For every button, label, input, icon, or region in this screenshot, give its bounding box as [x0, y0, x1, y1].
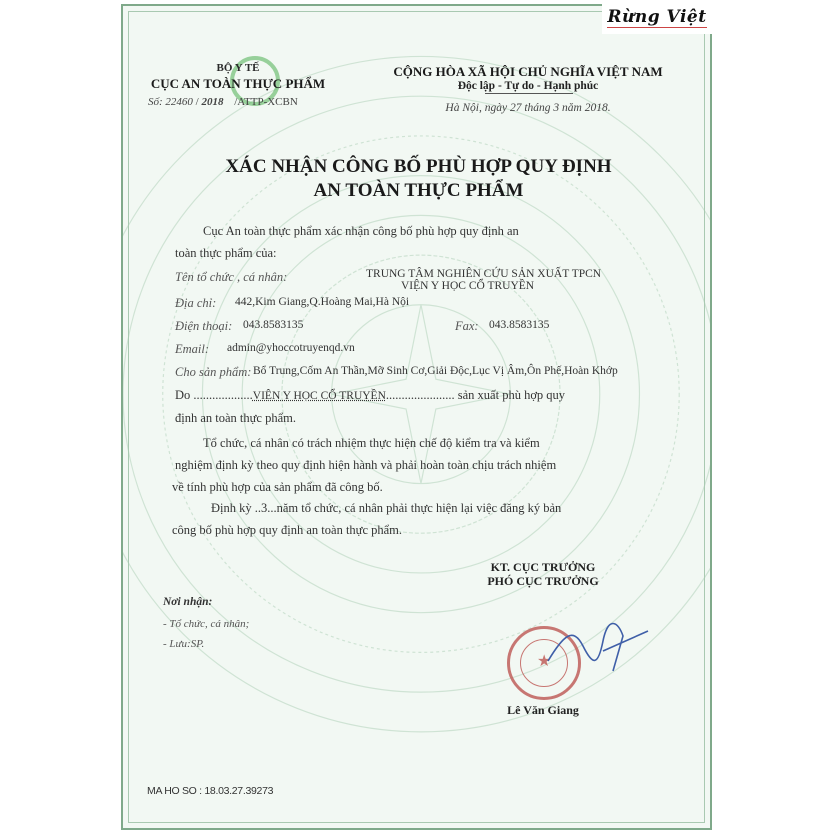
document-title-line1: XÁC NHẬN CÔNG BỐ PHÙ HỢP QUY ĐỊNH	[225, 156, 612, 177]
org-value-line2: VIỆN Y HỌC CỔ TRUYỀN	[401, 280, 535, 292]
agency-name: CỤC AN TOÀN THỰC PHẨM	[150, 76, 326, 91]
document-title-line2: AN TOÀN THỰC PHẨM	[313, 180, 524, 201]
periodic-line2: công bố phù hợp quy định an toàn thực phẩm.	[172, 523, 403, 537]
email-value: admin@yhoccotruyenqd.vn	[227, 342, 355, 354]
watermark-logo	[602, 0, 712, 34]
fax-label: Fax:	[455, 319, 479, 333]
producer-line: Do ...................VIỆN Y HỌC CỔ TRUYỀN...................... sản xuất phù hợp quy	[175, 388, 566, 402]
watermark-text: Rừng Việt	[607, 6, 707, 27]
issue-date: Hà Nội, ngày 27 tháng 3 năm 2018.	[445, 102, 611, 114]
certificate-document	[121, 4, 712, 830]
responsibility-line2: nghiệm định kỳ theo quy định hiện hành và phải hoàn toàn chịu trách nhiệm	[175, 458, 557, 472]
seal-star-icon: ★	[537, 653, 552, 670]
producer-value: VIỆN Y HỌC CỔ TRUYỀN	[252, 390, 386, 402]
periodic-line1: Định kỳ ..3...năm tổ chức, cá nhân phải thực hiện lại việc đăng ký bản	[211, 501, 562, 515]
national-motto: Độc lập - Tự do - Hạnh phúc	[457, 80, 599, 92]
responsibility-line1: Tổ chức, cá nhân có trách nhiệm thực hiện chế độ kiểm tra và kiểm	[203, 436, 540, 450]
signer-title1: KT. CỤC TRƯỞNG	[490, 560, 596, 574]
phone-label: Điện thoại:	[175, 319, 233, 333]
document-number: Số: 22460 / 2018 /ATTP-XCBN	[148, 96, 298, 108]
org-value-line1: TRUNG TÂM NGHIÊN CỨU SẢN XUẤT TPCN	[366, 268, 602, 280]
recipient-item: - Tổ chức, cá nhân;	[163, 618, 250, 630]
recipient-item: - Lưu:SP.	[163, 638, 205, 650]
address-value: 442,Kim Giang,Q.Hoàng Mai,Hà Nội	[235, 296, 410, 308]
phone-value: 043.8583135	[243, 319, 304, 331]
ministry-name: BỘ Y TẾ	[216, 62, 260, 74]
product-label: Cho sản phẩm:	[175, 365, 252, 379]
intro-line1: Cục An toàn thực phẩm xác nhận công bố phù hợp quy định an	[203, 224, 519, 238]
product-value: Bổ Trung,Cốm An Thần,Mỡ Sinh Cơ,Giải Độc,Lục Vị Âm,Ôn Phế,Hoàn Khớp	[253, 365, 618, 377]
signature-icon	[543, 616, 653, 676]
email-label: Email:	[175, 342, 210, 356]
org-label: Tên tổ chức , cá nhân:	[175, 270, 288, 284]
address-label: Địa chỉ:	[175, 296, 217, 310]
nation-name: CỘNG HÒA XÃ HỘI CHỦ NGHĨA VIỆT NAM	[393, 64, 663, 79]
signer-title2: PHÓ CỤC TRƯỞNG	[487, 574, 599, 588]
motto-underline	[485, 93, 573, 94]
file-code: MA HO SO : 18.03.27.39273	[147, 785, 274, 797]
signer-name: Lê Văn Giang	[507, 703, 579, 717]
intro-line2: toàn thực phẩm của:	[175, 246, 277, 260]
responsibility-line3: về tính phù hợp của sản phẩm đã công bố.	[172, 480, 383, 494]
recipients-heading: Nơi nhận:	[163, 596, 213, 608]
producer-line2: định an toàn thực phẩm.	[175, 411, 296, 425]
fax-value: 043.8583135	[489, 319, 550, 331]
